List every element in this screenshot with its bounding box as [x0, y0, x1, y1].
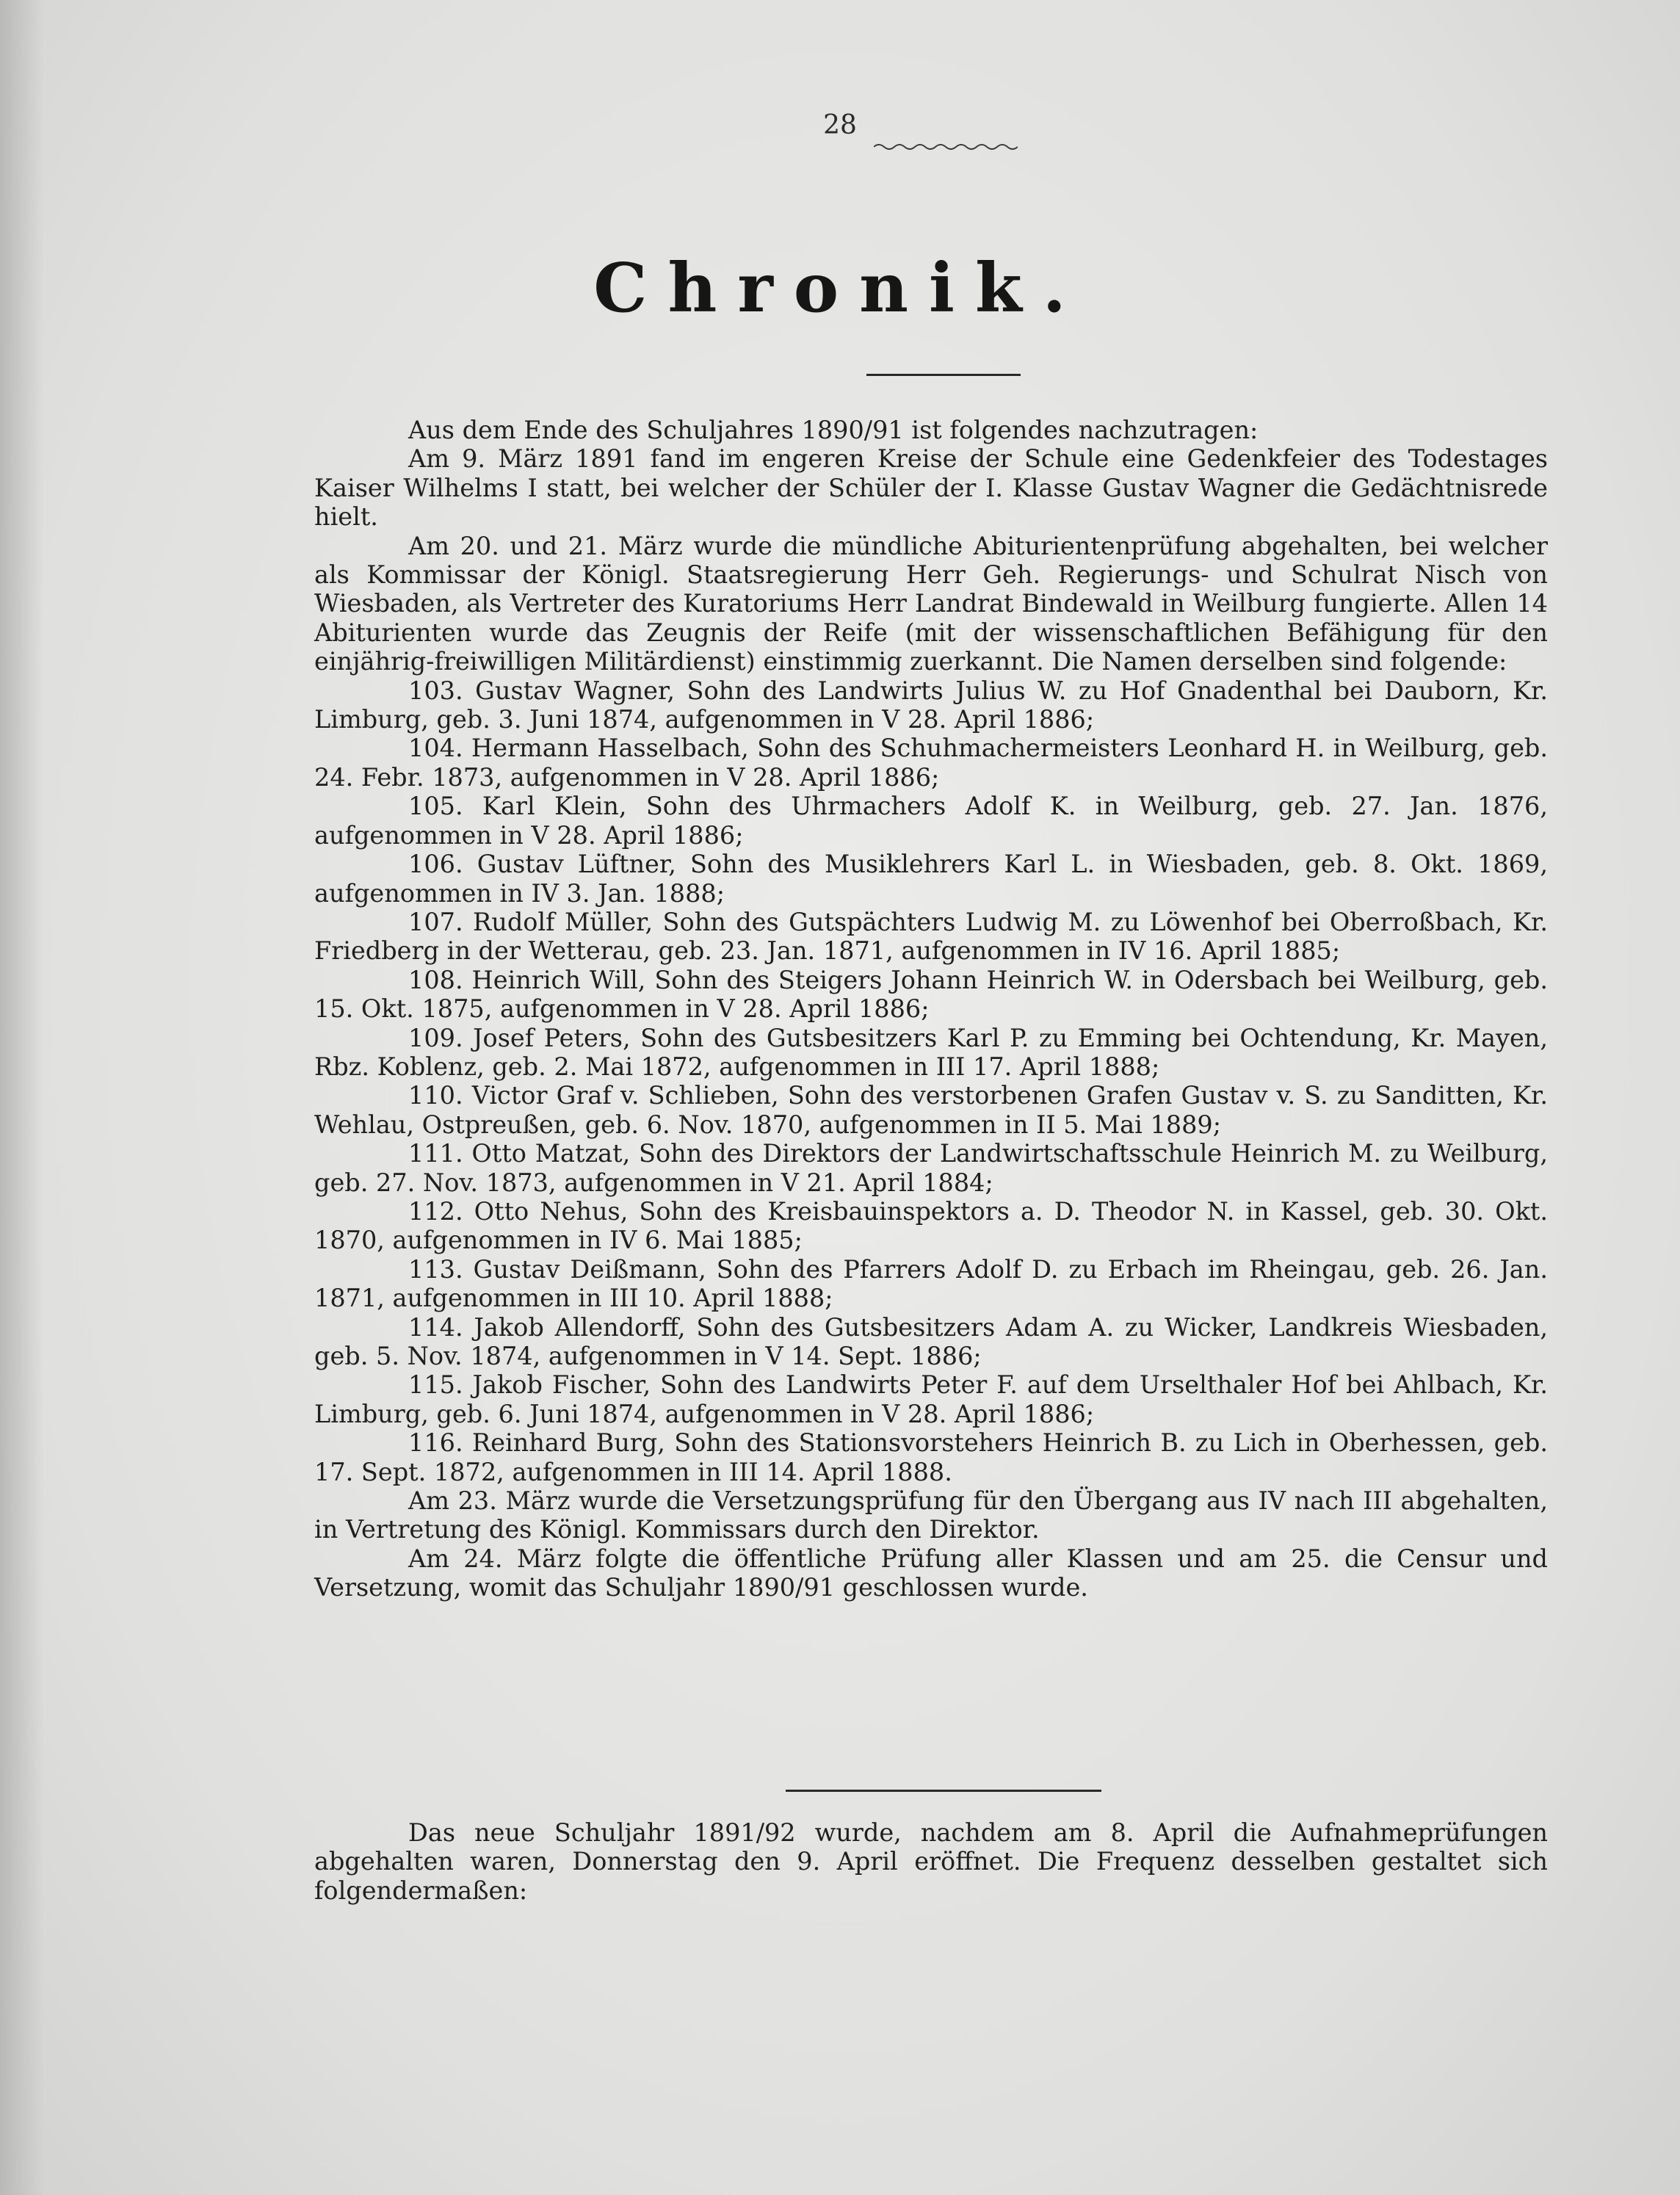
list-item-abiturient: 111. Otto Matzat, Sohn des Direktors der Landwirtschaftsschule Heinrich M. zu Weilburg, geb. 27. Nov. 1873, aufgenommen in V 21. April 1884; — [314, 1139, 1548, 1197]
page-number-ornament — [874, 142, 1018, 151]
list-item-abiturient: 106. Gustav Lüftner, Sohn des Musiklehrers Karl L. in Wiesbaden, geb. 8. Okt. 1869, aufgenommen in IV 3. Jan. 1888; — [314, 850, 1548, 908]
paragraph-versetzungspruefung: Am 23. März wurde die Versetzungsprüfung für den Übergang aus IV nach III abgehalten, in Vertretung des Königl. Kommissars durch den Direktor. — [314, 1486, 1548, 1544]
list-item-abiturient: 110. Victor Graf v. Schlieben, Sohn des verstorbenen Grafen Gustav v. S. zu Sanditten, Kr. Wehlau, Ostpreußen, geb. 6. Nov. 1870, aufgenommen in II 5. Mai 1889; — [314, 1081, 1548, 1139]
list-item-abiturient: 115. Jakob Fischer, Sohn des Landwirts Peter F. auf dem Urselthaler Hof bei Ahlbach, Kr. Limburg, geb. 6. Juni 1874, aufgenommen in V 28. April 1886; — [314, 1370, 1548, 1428]
list-item-abiturient: 109. Josef Peters, Sohn des Gutsbesitzers Karl P. zu Emming bei Ochtendung, Kr. Mayen, Rbz. Koblenz, geb. 2. Mai 1872, aufgenommen in III 17. April 1888; — [314, 1023, 1548, 1081]
paragraph-oeffentliche-pruefung: Am 24. März folgte die öffentliche Prüfung aller Klassen und am 25. die Censur und Versetzung, womit das Schuljahr 1890/91 geschlossen wurde. — [314, 1544, 1548, 1602]
list-item-abiturient: 103. Gustav Wagner, Sohn des Landwirts Julius W. zu Hof Gnadenthal bei Dauborn, Kr. Limburg, geb. 3. Juni 1874, aufgenommen in V 28. April 1886; — [314, 676, 1548, 734]
intro-paragraph: Aus dem Ende des Schuljahres 1890/91 ist folgendes nachzutragen: — [408, 416, 1259, 444]
page-number: 28 — [823, 110, 857, 140]
section-divider — [786, 1790, 1101, 1792]
paragraph-gedenkfeier: Am 9. März 1891 fand im engeren Kreise der Schule eine Gedenkfeier des Todestages Kaiser Wilhelms I statt, bei welcher der Schüler der I. Klasse Gustav Wagner die Gedächtnisrede hielt. — [314, 444, 1548, 532]
list-item-abiturient: 113. Gustav Deißmann, Sohn des Pfarrers Adolf D. zu Erbach im Rheingau, geb. 26. Jan. 1871, aufgenommen in III 10. April 1888; — [314, 1254, 1548, 1313]
paragraph-abiturientenpruefung: Am 20. und 21. März wurde die mündliche Abiturientenprüfung abgehalten, bei welcher als Kommissar der Königl. Staatsregierung Herr Geh. Regierungs- und Schulrat Nisch von Wiesbaden, als Vertreter des Kuratoriums Herr Landrat Bindewald in Weilburg fungierte. Allen 14 Abiturienten wurde das Zeugnis der Reife (mit der wissenschaftlichen Befähigung für den einjährig-freiwilligen Militärdienst) einstimmig zuerkannt. Die Namen derselben sind folgende: — [314, 531, 1548, 676]
list-item-abiturient: 114. Jakob Allendorff, Sohn des Gutsbesitzers Adam A. zu Wicker, Landkreis Wiesbaden, geb. 5. Nov. 1874, aufgenommen in V 14. Sept. 1886; — [314, 1312, 1548, 1370]
chronicle-body — [314, 416, 1548, 1602]
page-title: Chronik. — [593, 248, 1087, 328]
list-item-abiturient: 107. Rudolf Müller, Sohn des Gutspächters Ludwig M. zu Löwenhof bei Oberroßbach, Kr. Friedberg in der Wetterau, geb. 23. Jan. 1871, aufgenommen in IV 16. April 1885; — [314, 907, 1548, 966]
list-item-abiturient: 104. Hermann Hasselbach, Sohn des Schuhmachermeisters Leonhard H. in Weilburg, geb. 24. Febr. 1873, aufgenommen in V 28. April 1886; — [314, 734, 1548, 792]
list-item-abiturient: 105. Karl Klein, Sohn des Uhrmachers Adolf K. in Weilburg, geb. 27. Jan. 1876, aufgenommen in V 28. April 1886; — [314, 792, 1548, 850]
list-item-abiturient: 112. Otto Nehus, Sohn des Kreisbauinspektors a. D. Theodor N. in Kassel, geb. 30. Okt. 1870, aufgenommen in IV 6. Mai 1885; — [314, 1196, 1548, 1255]
list-item-abiturient: 108. Heinrich Will, Sohn des Steigers Johann Heinrich W. in Odersbach bei Weilburg, geb. 15. Okt. 1875, aufgenommen in V 28. April 1886; — [314, 965, 1548, 1024]
paragraph-neues-schuljahr: Das neue Schuljahr 1891/92 wurde, nachdem am 8. April die Aufnahmeprüfungen abgehalten waren, Donnerstag den 9. April eröffnet. Die Frequenz desselben gestaltet sich folgendermaßen: — [314, 1818, 1548, 1905]
list-item-abiturient: 116. Reinhard Burg, Sohn des Stationsvorstehers Heinrich B. zu Lich in Oberhessen, geb. 17. Sept. 1872, aufgenommen in III 14. April 1888. — [314, 1428, 1548, 1486]
title-rule — [866, 374, 1021, 376]
binding-shadow — [0, 0, 44, 2195]
new-school-year-section — [314, 1818, 1548, 1905]
